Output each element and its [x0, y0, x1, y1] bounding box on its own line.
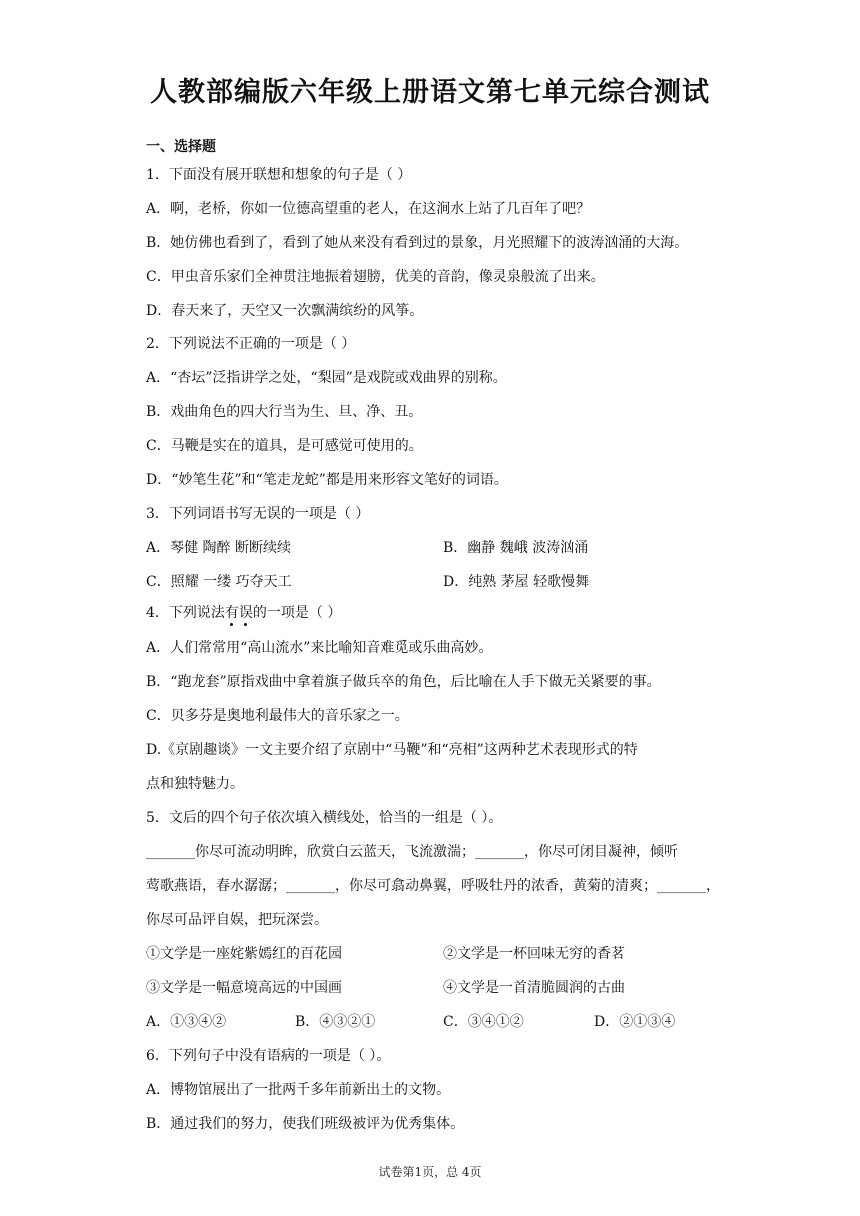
question-1-option-d: D．春天来了，天空又一次飘满缤纷的风筝。: [146, 303, 424, 319]
question-4-option-a: A．人们常常用“高山流水”来比喻知音难觅或乐曲高妙。: [146, 640, 493, 656]
question-5-option-a: A．①③④②: [146, 1014, 227, 1030]
question-3-option-b: B．幽静 魏峨 波涛汹涌: [443, 540, 589, 556]
question-3-option-a: A．琴健 陶醉 断断续续: [146, 540, 292, 556]
question-1-option-c: C．甲虫音乐家们全神贯注地振着翅膀，优美的音韵，像灵泉般流了出来。: [146, 269, 605, 285]
question-4-option-d-line2: 点和独特魅力。: [146, 776, 244, 792]
question-4-stem: [146, 602, 341, 622]
question-5-passage-line2: 莺歌燕语，春水潺潺；_______，你尽可翕动鼻翼，呼吸牡丹的浓香，黄菊的清爽；_______，: [146, 878, 720, 894]
question-5-option-c: C．③④①②: [443, 1014, 524, 1030]
question-5-option-d: D．②①③④: [594, 1014, 676, 1030]
page-footer: 试卷第1页，总 4页: [378, 1165, 482, 1179]
question-5-passage-line1: _______你尽可流动明眸，欣赏白云蓝天，飞流激湍；_______，你尽可闭目凝神，倾听: [146, 844, 678, 860]
question-4-option-b: B．“跑龙套”原指戏曲中拿着旗子做兵卒的角色，后比喻在人手下做无关紧要的事。: [146, 674, 661, 690]
question-3-option-d: D．纯熟 茅屋 轻歌慢舞: [443, 574, 590, 590]
question-4-stem-start: 4．下列说法: [146, 605, 225, 621]
question-5-option-b: B．④③②①: [295, 1014, 376, 1030]
question-1-option-a: A．啊，老桥，你如一位德高望重的老人，在这涧水上站了几百年了吧？: [146, 201, 591, 217]
question-5-sentence-4: ④文学是一首清脆圆润的古曲: [443, 980, 625, 996]
emphasis-char-you: 有: [224, 605, 239, 621]
question-4-option-c: C．贝多芬是奥地利最伟大的音乐家之一。: [146, 708, 409, 724]
question-4-option-d-line1: D.《京剧趣谈》一文主要介绍了京剧中“马鞭”和“亮相”这两种艺术表现形式的特: [146, 742, 638, 758]
question-5-sentence-1: ①文学是一座姹紫嫣红的百花园: [146, 946, 342, 962]
question-2-option-d: D．“妙笔生花”和“笔走龙蛇”都是用来形容文笔好的词语。: [146, 472, 508, 488]
question-2-stem: 2．下列说法不正确的一项是（ ）: [146, 336, 356, 352]
question-5-passage-line3: 你尽可品评自娱，把玩深尝。: [146, 912, 328, 928]
question-5-sentence-2: ②文学是一杯回味无穷的香茗: [443, 946, 625, 962]
question-4-stem-end: 的一项是（ ）: [252, 605, 342, 621]
page-title: 人教部编版六年级上册语文第七单元综合测试: [150, 77, 710, 108]
question-3-option-c: C．照耀 一缕 巧夺天工: [146, 574, 292, 590]
question-1-stem: 1．下面没有展开联想和想象的句子是（ ）: [146, 167, 412, 183]
question-2-option-b: B．戏曲角色的四大行当为生、旦、净、丑。: [146, 404, 423, 420]
question-6-option-a: A．博物馆展出了一批两千多年前新出土的文物。: [146, 1082, 451, 1098]
question-5-stem: 5．文后的四个句子依次填入横线处，恰当的一组是（ ）。: [146, 810, 503, 826]
question-2-option-c: C．马鞭是实在的道具，是可感觉可使用的。: [146, 438, 423, 454]
question-5-sentence-3: ③文学是一幅意境高远的中国画: [146, 980, 342, 996]
question-1-option-b: B．她仿佛也看到了，看到了她从来没有看到过的景象，月光照耀下的波涛汹涌的大海。: [146, 235, 689, 251]
question-6-stem: 6．下列句子中没有语病的一项是（ ）。: [146, 1048, 391, 1064]
question-2-option-a: A．“杏坛”泛指讲学之处，“梨园”是戏院或戏曲界的别称。: [146, 370, 507, 386]
question-6-option-b: B．通过我们的努力，使我们班级被评为优秀集体。: [146, 1116, 465, 1132]
section-heading: 一、选择题: [146, 139, 216, 155]
question-3-stem: 3．下列词语书写无误的一项是（ ）: [146, 506, 370, 522]
emphasis-char-wu: 误: [238, 605, 253, 621]
